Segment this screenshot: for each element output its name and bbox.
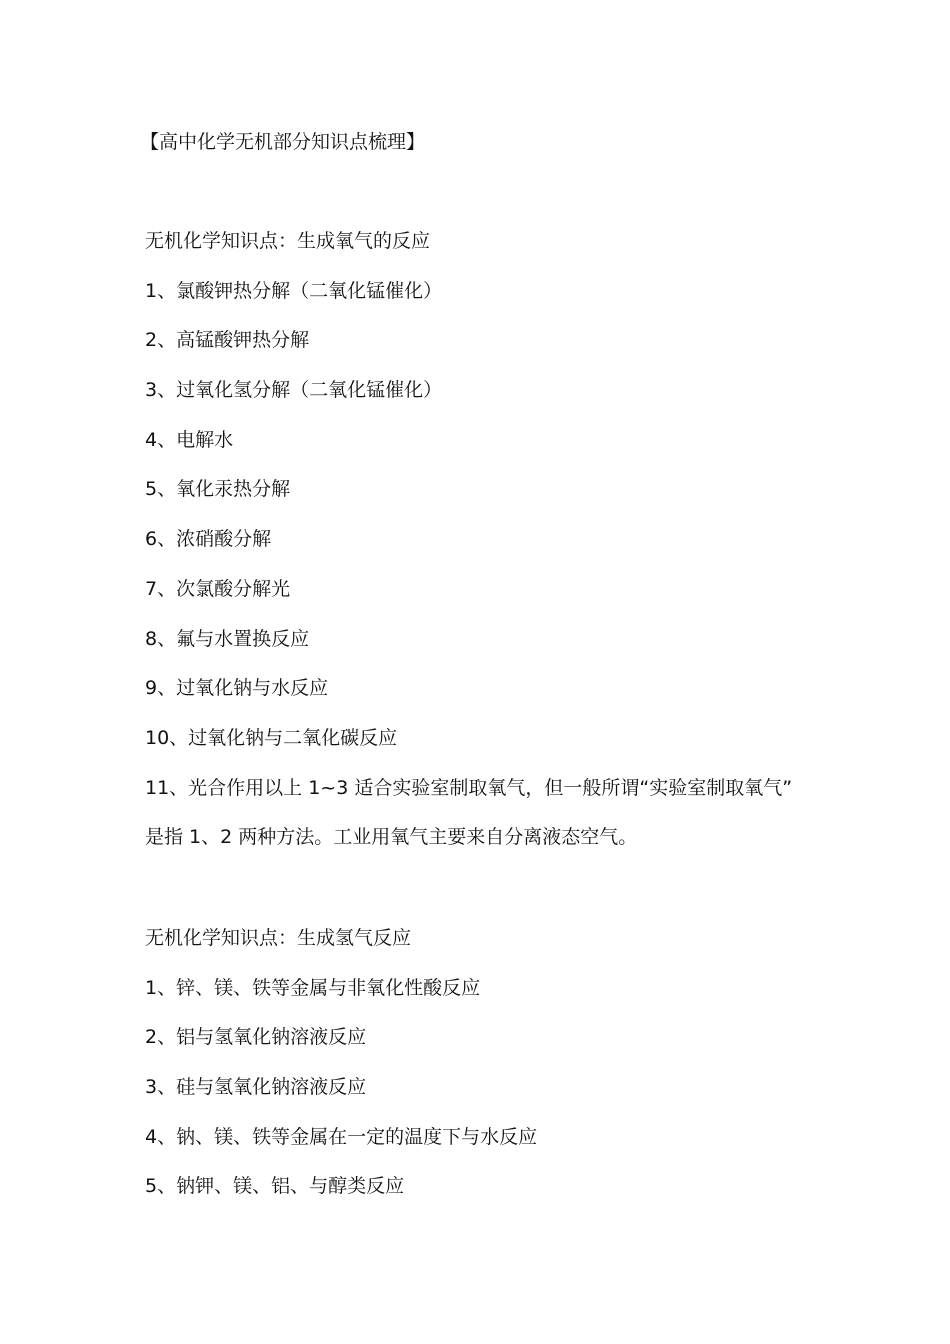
- list-item: 3、过氧化氢分解（二氧化锰催化）: [145, 379, 443, 402]
- section-hydrogen-reactions: [145, 924, 825, 1222]
- list-item: 3、硅与氢氧化钠溶液反应: [145, 1076, 367, 1099]
- list-item: 9、过氧化钠与水反应: [145, 677, 329, 700]
- document-title: 【高中化学无机部分知识点梳理】: [140, 131, 426, 153]
- list-item: 10、过氧化钠与二氧化碳反应: [145, 726, 398, 749]
- section-heading: 无机化学知识点：生成氢气反应: [145, 927, 412, 949]
- list-item: 6、浓硝酸分解: [145, 528, 272, 551]
- list-item: 1、氯酸钾热分解（二氧化锰催化）: [145, 279, 443, 302]
- section-heading: 无机化学知识点：生成氧气的反应: [145, 230, 431, 252]
- section-oxygen-reactions: [145, 227, 825, 873]
- list-item: 2、高锰酸钾热分解: [145, 329, 310, 352]
- list-item: 4、钠、镁、铁等金属在一定的温度下与水反应: [145, 1125, 538, 1148]
- list-item: 1、锌、镁、铁等金属与非氧化性酸反应: [145, 976, 481, 999]
- list-item: 8、氟与水置换反应: [145, 627, 310, 650]
- list-item: 7、次氯酸分解光: [145, 577, 291, 600]
- list-item: 5、氧化汞热分解: [145, 478, 291, 501]
- paragraph-continuation: 是指 1、2 两种方法。工业用氧气主要来自分离液态空气。: [145, 826, 638, 849]
- list-item: 5、钠钾、镁、铝、与醇类反应: [145, 1175, 405, 1198]
- list-item: 4、电解水: [145, 428, 234, 451]
- list-item: 11、光合作用以上 1~3 适合实验室制取氧气，但一般所谓“实验室制取氧气”: [145, 776, 793, 799]
- list-item: 2、铝与氢氧化钠溶液反应: [145, 1026, 367, 1049]
